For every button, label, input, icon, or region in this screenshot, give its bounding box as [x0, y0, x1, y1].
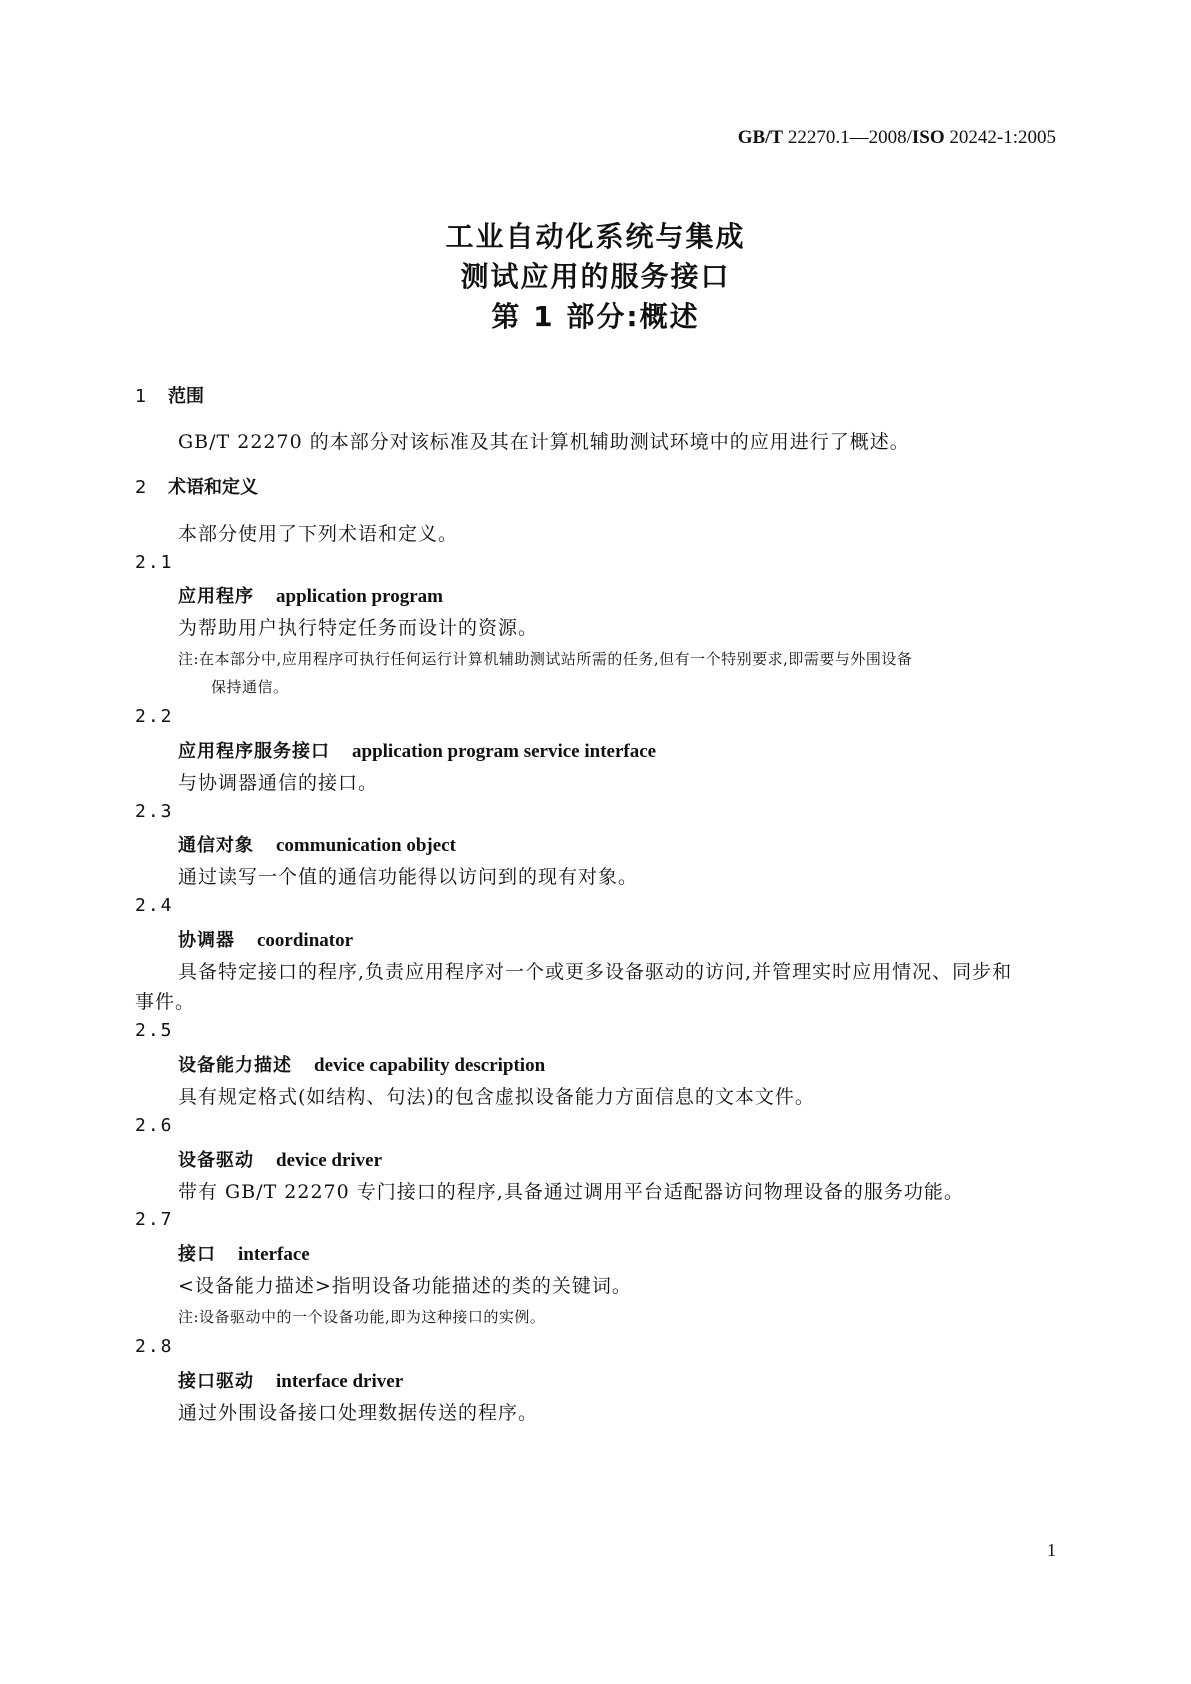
term-definition: <设备能力描述>指明设备功能描述的类的关键词。 [178, 1275, 632, 1297]
title-line-3: 第 1 部分:概述 [491, 300, 700, 333]
term-note: 注:设备驱动中的一个设备功能,即为这种接口的实例。 [178, 1308, 546, 1326]
term-title: 接口 interface [178, 1244, 310, 1265]
term-definition: 带有 GB/T 22270 专门接口的程序,具备通过调用平台适配器访问物理设备的服务功能。 [178, 1181, 964, 1203]
title-line-2: 测试应用的服务接口 [460, 260, 731, 293]
term-number: 2.7 [135, 1209, 174, 1230]
term-title: 设备能力描述 device capability description [178, 1055, 546, 1076]
term-definition: 具备特定接口的程序,负责应用程序对一个或更多设备驱动的访问,并管理实时应用情况、同步和 [178, 961, 1013, 983]
term-number: 2.5 [135, 1020, 174, 1041]
term-number: 2.3 [135, 801, 174, 822]
standard-code-header: GB/T 22270.1—2008/ISO 20242-1:2005 [737, 127, 1056, 148]
term-title: 协调器 coordinator [178, 930, 354, 951]
term-definition: 通过读写一个值的通信功能得以访问到的现有对象。 [178, 866, 639, 888]
section-1-text: GB/T 22270 的本部分对该标准及其在计算机辅助测试环境中的应用进行了概述。 [178, 431, 910, 453]
term-number: 2.4 [135, 895, 174, 916]
term-title: 接口驱动 interface driver [178, 1371, 404, 1392]
term-title: 设备驱动 device driver [178, 1150, 383, 1171]
term-title: 通信对象 communication object [178, 835, 456, 856]
term-number: 2.6 [135, 1115, 174, 1136]
term-definition: 具有规定格式(如结构、句法)的包含虚拟设备能力方面信息的文本文件。 [178, 1086, 815, 1108]
section-2-heading: 2 术语和定义 [135, 477, 258, 498]
term-title: 应用程序 application program [178, 586, 443, 607]
term-number: 2.1 [135, 552, 174, 573]
term-definition: 为帮助用户执行特定任务而设计的资源。 [178, 617, 539, 639]
page-number: 1 [1047, 1540, 1056, 1560]
term-number: 2.8 [135, 1336, 174, 1357]
section-2-intro: 本部分使用了下列术语和定义。 [178, 523, 459, 545]
section-1-heading: 1 范围 [135, 386, 204, 407]
term-title: 应用程序服务接口 application program service interface [178, 741, 657, 762]
term-note: 注:在本部分中,应用程序可执行任何运行计算机辅助测试站所需的任务,但有一个特别要求,即需要与外围设备 [178, 650, 913, 668]
term-number: 2.2 [135, 706, 174, 727]
term-definition: 与协调器通信的接口。 [178, 772, 379, 794]
term-definition: 通过外围设备接口处理数据传送的程序。 [178, 1402, 539, 1424]
term-note-continued: 保持通信。 [211, 678, 289, 696]
term-definition-continued: 事件。 [135, 991, 196, 1013]
title-line-1: 工业自动化系统与集成 [445, 220, 746, 253]
